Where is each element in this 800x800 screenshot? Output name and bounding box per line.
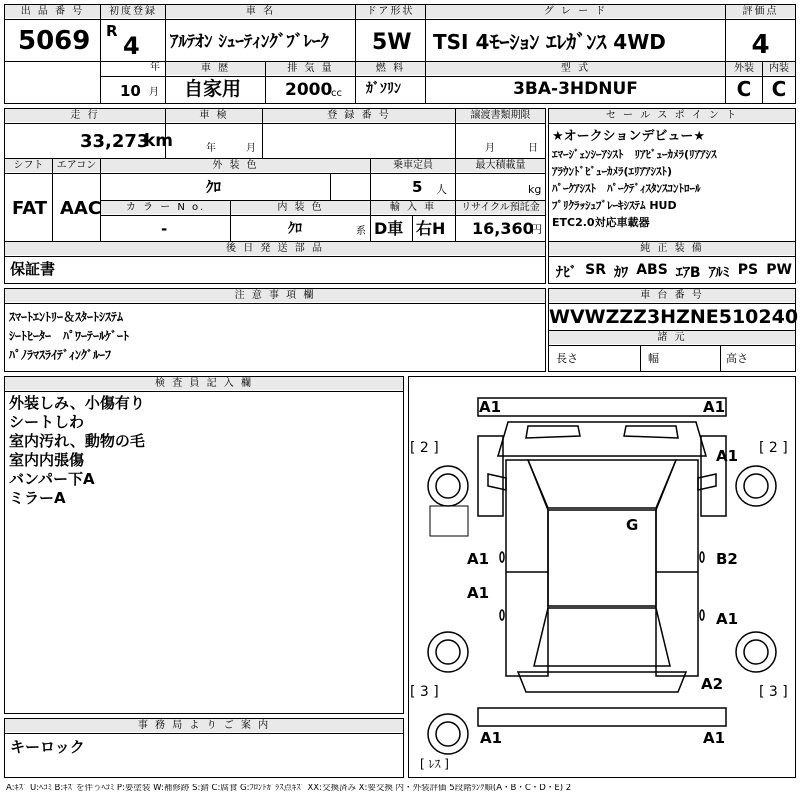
caution-item: ﾊﾟﾉﾗﾏｽﾗｲﾃﾞｨﾝｸﾞﾙｰﾌ — [9, 348, 112, 362]
int-color: ｸﾛ — [288, 221, 302, 237]
sales-point: ﾌﾟﾘｸﾗｯｼｭﾌﾞﾚｰｷｼｽﾃﾑ HUD — [552, 199, 677, 212]
divider — [640, 345, 641, 372]
registration-month: 10 — [120, 82, 141, 100]
color-no: - — [161, 220, 168, 238]
header-first-registration: 初度登録 — [101, 5, 165, 18]
header-exterior: 外装 — [726, 62, 762, 75]
equipment-abs: ABS — [636, 262, 668, 278]
mark-fender-front-right: A1 — [716, 447, 739, 465]
header-grade: グ レ ー ド — [426, 5, 725, 18]
capacity: 5 — [412, 178, 423, 196]
header-shift: シフト — [5, 159, 52, 172]
header-score: 評価点 — [726, 5, 795, 18]
grade: TSI 4ﾓｰｼｮﾝ ｴﾚｶﾞﾝｽ 4WD — [433, 30, 666, 54]
shift: FAT — [12, 198, 48, 219]
tire-bracket-rear-left: [ 3 ] — [410, 684, 439, 700]
mark-hood: G — [626, 516, 639, 534]
equipment-leather: ｶﾜ — [614, 265, 629, 281]
divider — [548, 303, 796, 304]
header-interior: 内装 — [763, 62, 795, 75]
interior-grade: C — [771, 77, 787, 101]
inspector-note: ミラーA — [9, 489, 66, 507]
inspector-note: 室内汚れ、動物の毛 — [9, 432, 145, 450]
exterior-grade: C — [736, 77, 752, 101]
equipment-airbag: ｴｱB — [675, 265, 701, 281]
header-sales-points: セ ー ル ス ポ イ ン ト — [549, 109, 795, 122]
header-later-parts: 後 日 発 送 部 品 — [5, 242, 545, 255]
header-recycle: リサイクル預託金 — [456, 201, 545, 214]
sales-point: ｱﾗｳﾝﾄﾞﾋﾞｭｰｶﾒﾗ(ｴﾘｱｱｼｽﾄ) — [552, 165, 673, 178]
mark-quarter-rear-right: A2 — [701, 675, 724, 693]
divider — [100, 76, 796, 77]
header-car-name: 車 名 — [166, 5, 355, 18]
inspector-note: バンパー下A — [9, 470, 95, 488]
header-dimensions: 諸 元 — [549, 331, 795, 344]
header-registration-no: 登 録 番 号 — [263, 109, 455, 122]
inspection-month-unit: 月 — [246, 143, 256, 154]
int-color-unit: 系 — [356, 226, 366, 237]
height-label: 高さ — [726, 352, 748, 365]
header-color-no: カ ラ ー N o. — [101, 201, 230, 214]
score: 4 — [751, 30, 770, 60]
divider — [330, 173, 331, 200]
max-load-unit: kg — [528, 183, 542, 196]
spare-tire-label: [ ﾚｽ ] — [420, 757, 449, 771]
header-lot-number: 出 品 番 号 — [5, 5, 100, 18]
header-model-code: 型 式 — [426, 62, 725, 75]
sales-points-list — [552, 128, 794, 231]
header-capacity: 乗車定員 — [371, 159, 455, 172]
legend: A:ｷｽﾞ U:ﾍｺﾐ B:ｷｽﾞを伴うﾍｺﾐ P:要塗装 W:補修跡 S:錆 C:腐食 G:ﾌﾛﾝﾄｶﾞﾗｽ点ｷｽﾞ XX:交換済み X:要交換 内・外装評価 5段階ﾗﾝｸ順(A・B・C・D・E) 2 — [6, 784, 572, 793]
equipment-pw: PW — [766, 262, 792, 278]
equipment-alloy: ｱﾙﾐ — [708, 265, 730, 281]
divider — [4, 733, 404, 734]
inspector-note: 外装しみ、小傷有り — [9, 394, 145, 412]
header-max-load: 最大積載量 — [456, 159, 545, 172]
inspector-note: 室内内張傷 — [9, 451, 85, 469]
header-inspector: 検 査 員 記 入 欄 — [5, 377, 403, 390]
transfer-month-unit: 月 — [485, 143, 495, 154]
equipment-ps: PS — [737, 262, 759, 278]
office-notice: キーロック — [10, 738, 85, 756]
divider — [4, 173, 546, 174]
recycle-unit: 円 — [531, 223, 542, 236]
divider — [4, 391, 404, 392]
header-displacement: 排 気 量 — [266, 62, 355, 75]
header-aircon: エアコン — [53, 159, 100, 172]
import-handle: 右H — [416, 219, 446, 238]
aircon: AAC — [60, 198, 102, 219]
mileage-unit: km — [144, 131, 174, 151]
mark-door-rear-left: A1 — [467, 584, 490, 602]
capacity-unit: 人 — [436, 183, 447, 196]
car-name: ｱﾙﾃｵﾝ ｼｭｰﾃｨﾝｸﾞﾌﾞﾚｰｸ — [170, 32, 329, 52]
mileage: 33,273 — [80, 131, 150, 152]
caution-item: ｼｰﾄﾋｰﾀｰ ﾊﾟﾜｰﾃｰﾙｹﾞｰﾄ — [9, 329, 130, 343]
header-history: 車 歴 — [166, 62, 265, 75]
model-code: 3BA-3HDNUF — [513, 79, 638, 99]
transfer-day-unit: 日 — [528, 143, 538, 154]
mark-rear-left: A1 — [480, 729, 503, 747]
header-chassis-no: 車 台 番 号 — [549, 289, 795, 302]
header-int-color: 内 装 色 — [231, 201, 370, 214]
width-label: 幅 — [648, 352, 659, 365]
year-unit: 年 — [150, 62, 160, 73]
divider — [720, 345, 721, 372]
header-office-notice: 事 務 局 よ り ご 案 内 — [5, 719, 403, 732]
tire-bracket-rear-right: [ 3 ] — [759, 684, 788, 700]
header-door-type: ドア形状 — [356, 5, 425, 18]
divider — [100, 4, 101, 104]
inspection-year-unit: 年 — [206, 143, 216, 154]
tire-bracket-front-right: [ 2 ] — [759, 440, 788, 456]
mark-door-front-left: A1 — [467, 550, 490, 568]
sales-point: ｴﾏｰｼﾞｪﾝｼｰｱｼｽﾄ ﾘｱﾋﾞｭｰｶﾒﾗ(ﾘｱｱｼｽ — [552, 148, 717, 161]
divider — [548, 345, 796, 346]
sales-point: ETC2.0対応車載器 — [552, 216, 650, 229]
caution-item: ｽﾏｰﾄｴﾝﾄﾘｰ＆ｽﾀｰﾄｼｽﾃﾑ — [9, 310, 124, 324]
import-type: D車 — [374, 219, 404, 238]
header-inspection: 車 検 — [166, 109, 262, 122]
recycle-fee: 16,360 — [472, 219, 534, 238]
divider — [165, 4, 166, 104]
divider — [548, 123, 796, 124]
tire-bracket-front-left: [ 2 ] — [410, 440, 439, 456]
mark-rear-right: A1 — [703, 729, 726, 747]
fuel: ｶﾞｿﾘﾝ — [366, 81, 401, 97]
divider — [548, 256, 796, 257]
sales-point: ★オークションデビュー★ — [552, 129, 706, 144]
car-diagram — [408, 376, 796, 778]
inspector-notes — [9, 394, 145, 508]
month-unit: 月 — [149, 87, 159, 98]
mark-front-left: A1 — [479, 398, 502, 416]
vehicle-history: 自家用 — [184, 78, 242, 100]
length-label: 長さ — [556, 352, 578, 365]
header-cautions: 注 意 事 項 欄 — [5, 289, 545, 302]
inspector-note: シートしわ — [9, 413, 85, 431]
divider — [4, 123, 546, 124]
ext-color: ｸﾛ — [206, 178, 222, 196]
displacement: 2000 — [285, 80, 333, 100]
divider — [412, 215, 413, 241]
era-letter: R — [106, 22, 118, 40]
chassis-number: WVWZZZ3HZNE510240 — [549, 306, 799, 328]
equipment-navi: ﾅﾋﾞ — [556, 265, 577, 281]
header-ext-color: 外 装 色 — [101, 159, 370, 172]
divider — [100, 215, 546, 216]
lot-number: 5069 — [18, 26, 91, 56]
header-genuine-equipment: 純 正 装 備 — [549, 242, 795, 255]
equipment-sunroof: SR — [585, 262, 606, 278]
header-import: 輸 入 車 — [371, 201, 455, 214]
divider — [4, 303, 546, 304]
divider — [4, 19, 796, 20]
equipment-list — [556, 262, 792, 282]
registration-year: 4 — [123, 32, 140, 60]
mark-front-right: A1 — [703, 398, 726, 416]
displacement-unit: cc — [331, 88, 342, 99]
header-fuel: 燃 料 — [356, 62, 425, 75]
door-type: 5W — [372, 30, 412, 55]
cautions-list — [9, 308, 129, 365]
header-transfer-deadline: 譲渡書類期限 — [456, 109, 545, 122]
divider — [4, 256, 546, 257]
header-mileage: 走 行 — [5, 109, 165, 122]
sales-point: ﾊﾟｰｸｱｼｽﾄ ﾊﾟｰｸﾃﾞｨｽﾀﾝｽｺﾝﾄﾛｰﾙ — [552, 182, 701, 195]
mark-door-front-right: B2 — [716, 550, 738, 568]
mark-door-rear-right: A1 — [716, 610, 739, 628]
later-parts: 保証書 — [10, 260, 56, 278]
